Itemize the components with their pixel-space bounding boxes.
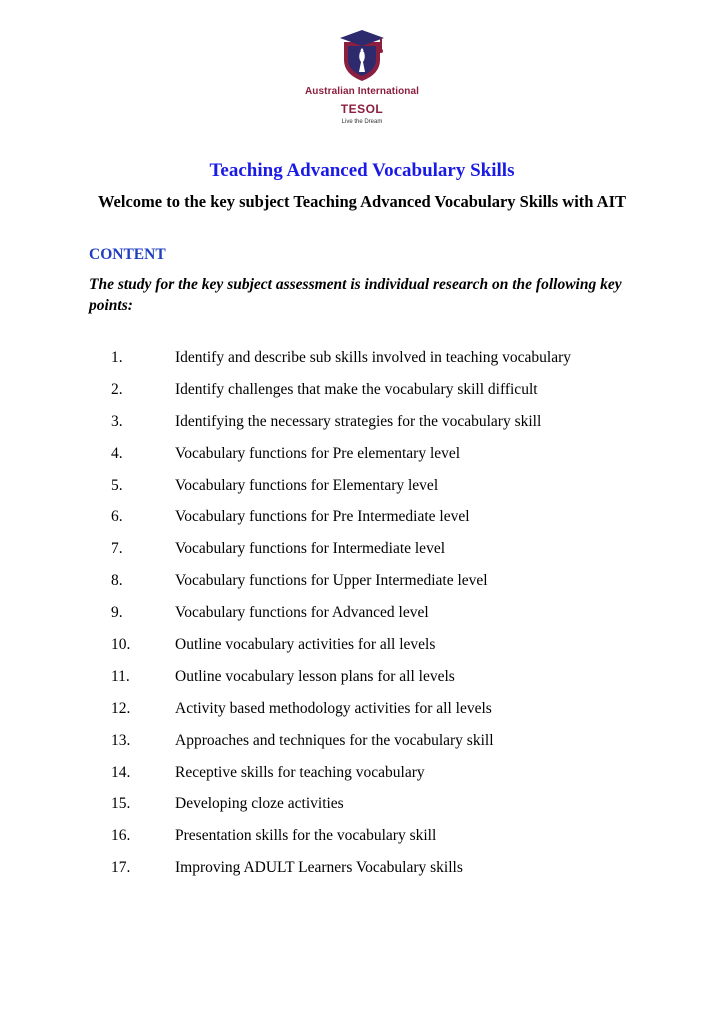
item-text: Vocabulary functions for Upper Intermediate level <box>175 572 488 590</box>
item-number: 14. <box>111 763 131 781</box>
graduation-shield-icon <box>338 28 386 82</box>
item-text: Approaches and techniques for the vocabulary skill <box>175 731 494 749</box>
item-text: Identify and describe sub skills involved in teaching vocabulary <box>175 349 572 366</box>
item-text: Presentation skills for the vocabulary skill <box>175 827 437 845</box>
logo-tagline: Live the Dream <box>341 119 383 125</box>
item-number: 15. <box>111 795 131 813</box>
item-text: Vocabulary functions for Advanced level <box>175 604 429 622</box>
list-item <box>111 795 571 827</box>
item-text: Identifying the necessary strategies for the vocabulary skill <box>175 412 542 430</box>
item-text: Improving ADULT Learners Vocabulary skills <box>175 859 463 877</box>
list-item <box>111 732 571 764</box>
item-text: Vocabulary functions for Pre Intermediate level <box>175 508 470 526</box>
list-item <box>111 445 571 477</box>
item-text: Vocabulary functions for Intermediate level <box>175 540 446 558</box>
item-text: Activity based methodology activities for all levels <box>175 699 492 717</box>
item-number: 17. <box>111 859 131 877</box>
list-item <box>111 604 571 636</box>
item-number: 9. <box>111 604 123 622</box>
item-number: 4. <box>111 444 123 462</box>
list-item <box>111 540 571 572</box>
list-item <box>111 764 571 796</box>
logo-line-2: TESOL <box>340 102 384 116</box>
item-number: 11. <box>111 667 130 685</box>
item-text: Outline vocabulary lesson plans for all levels <box>175 667 455 685</box>
item-number: 3. <box>111 412 123 430</box>
page-title: Teaching Advanced Vocabulary Skills <box>209 160 515 181</box>
item-text: Receptive skills for teaching vocabulary <box>175 763 425 781</box>
item-number: 16. <box>111 827 131 845</box>
logo <box>0 28 724 125</box>
item-text: Vocabulary functions for Elementary level <box>175 476 439 494</box>
list-item <box>111 668 571 700</box>
list-item <box>111 636 571 668</box>
item-number: 1. <box>111 349 123 366</box>
intro-text: The study for the key subject assessment is individual research on the following key points: <box>89 276 622 314</box>
item-number: 6. <box>111 508 123 526</box>
list-item <box>111 859 571 891</box>
key-points-list <box>111 349 571 891</box>
list-item <box>111 413 571 445</box>
list-item <box>111 349 571 381</box>
item-number: 7. <box>111 540 123 558</box>
item-text: Identify challenges that make the vocabulary skill difficult <box>175 380 538 398</box>
list-item <box>111 477 571 509</box>
item-text: Developing cloze activities <box>175 795 344 813</box>
item-number: 5. <box>111 476 123 494</box>
item-number: 8. <box>111 572 123 590</box>
item-number: 13. <box>111 731 131 749</box>
logo-line-1: Australian International <box>304 86 420 97</box>
content-heading: CONTENT <box>89 246 166 263</box>
list-item <box>111 827 571 859</box>
item-text: Outline vocabulary activities for all levels <box>175 636 436 654</box>
welcome-heading: Welcome to the key subject Teaching Advanced Vocabulary Skills with AIT <box>97 192 627 211</box>
item-number: 10. <box>111 636 131 654</box>
item-number: 12. <box>111 699 131 717</box>
list-item <box>111 572 571 604</box>
item-text: Vocabulary functions for Pre elementary level <box>175 444 461 462</box>
item-number: 2. <box>111 380 123 398</box>
list-item <box>111 381 571 413</box>
list-item <box>111 700 571 732</box>
list-item <box>111 508 571 540</box>
